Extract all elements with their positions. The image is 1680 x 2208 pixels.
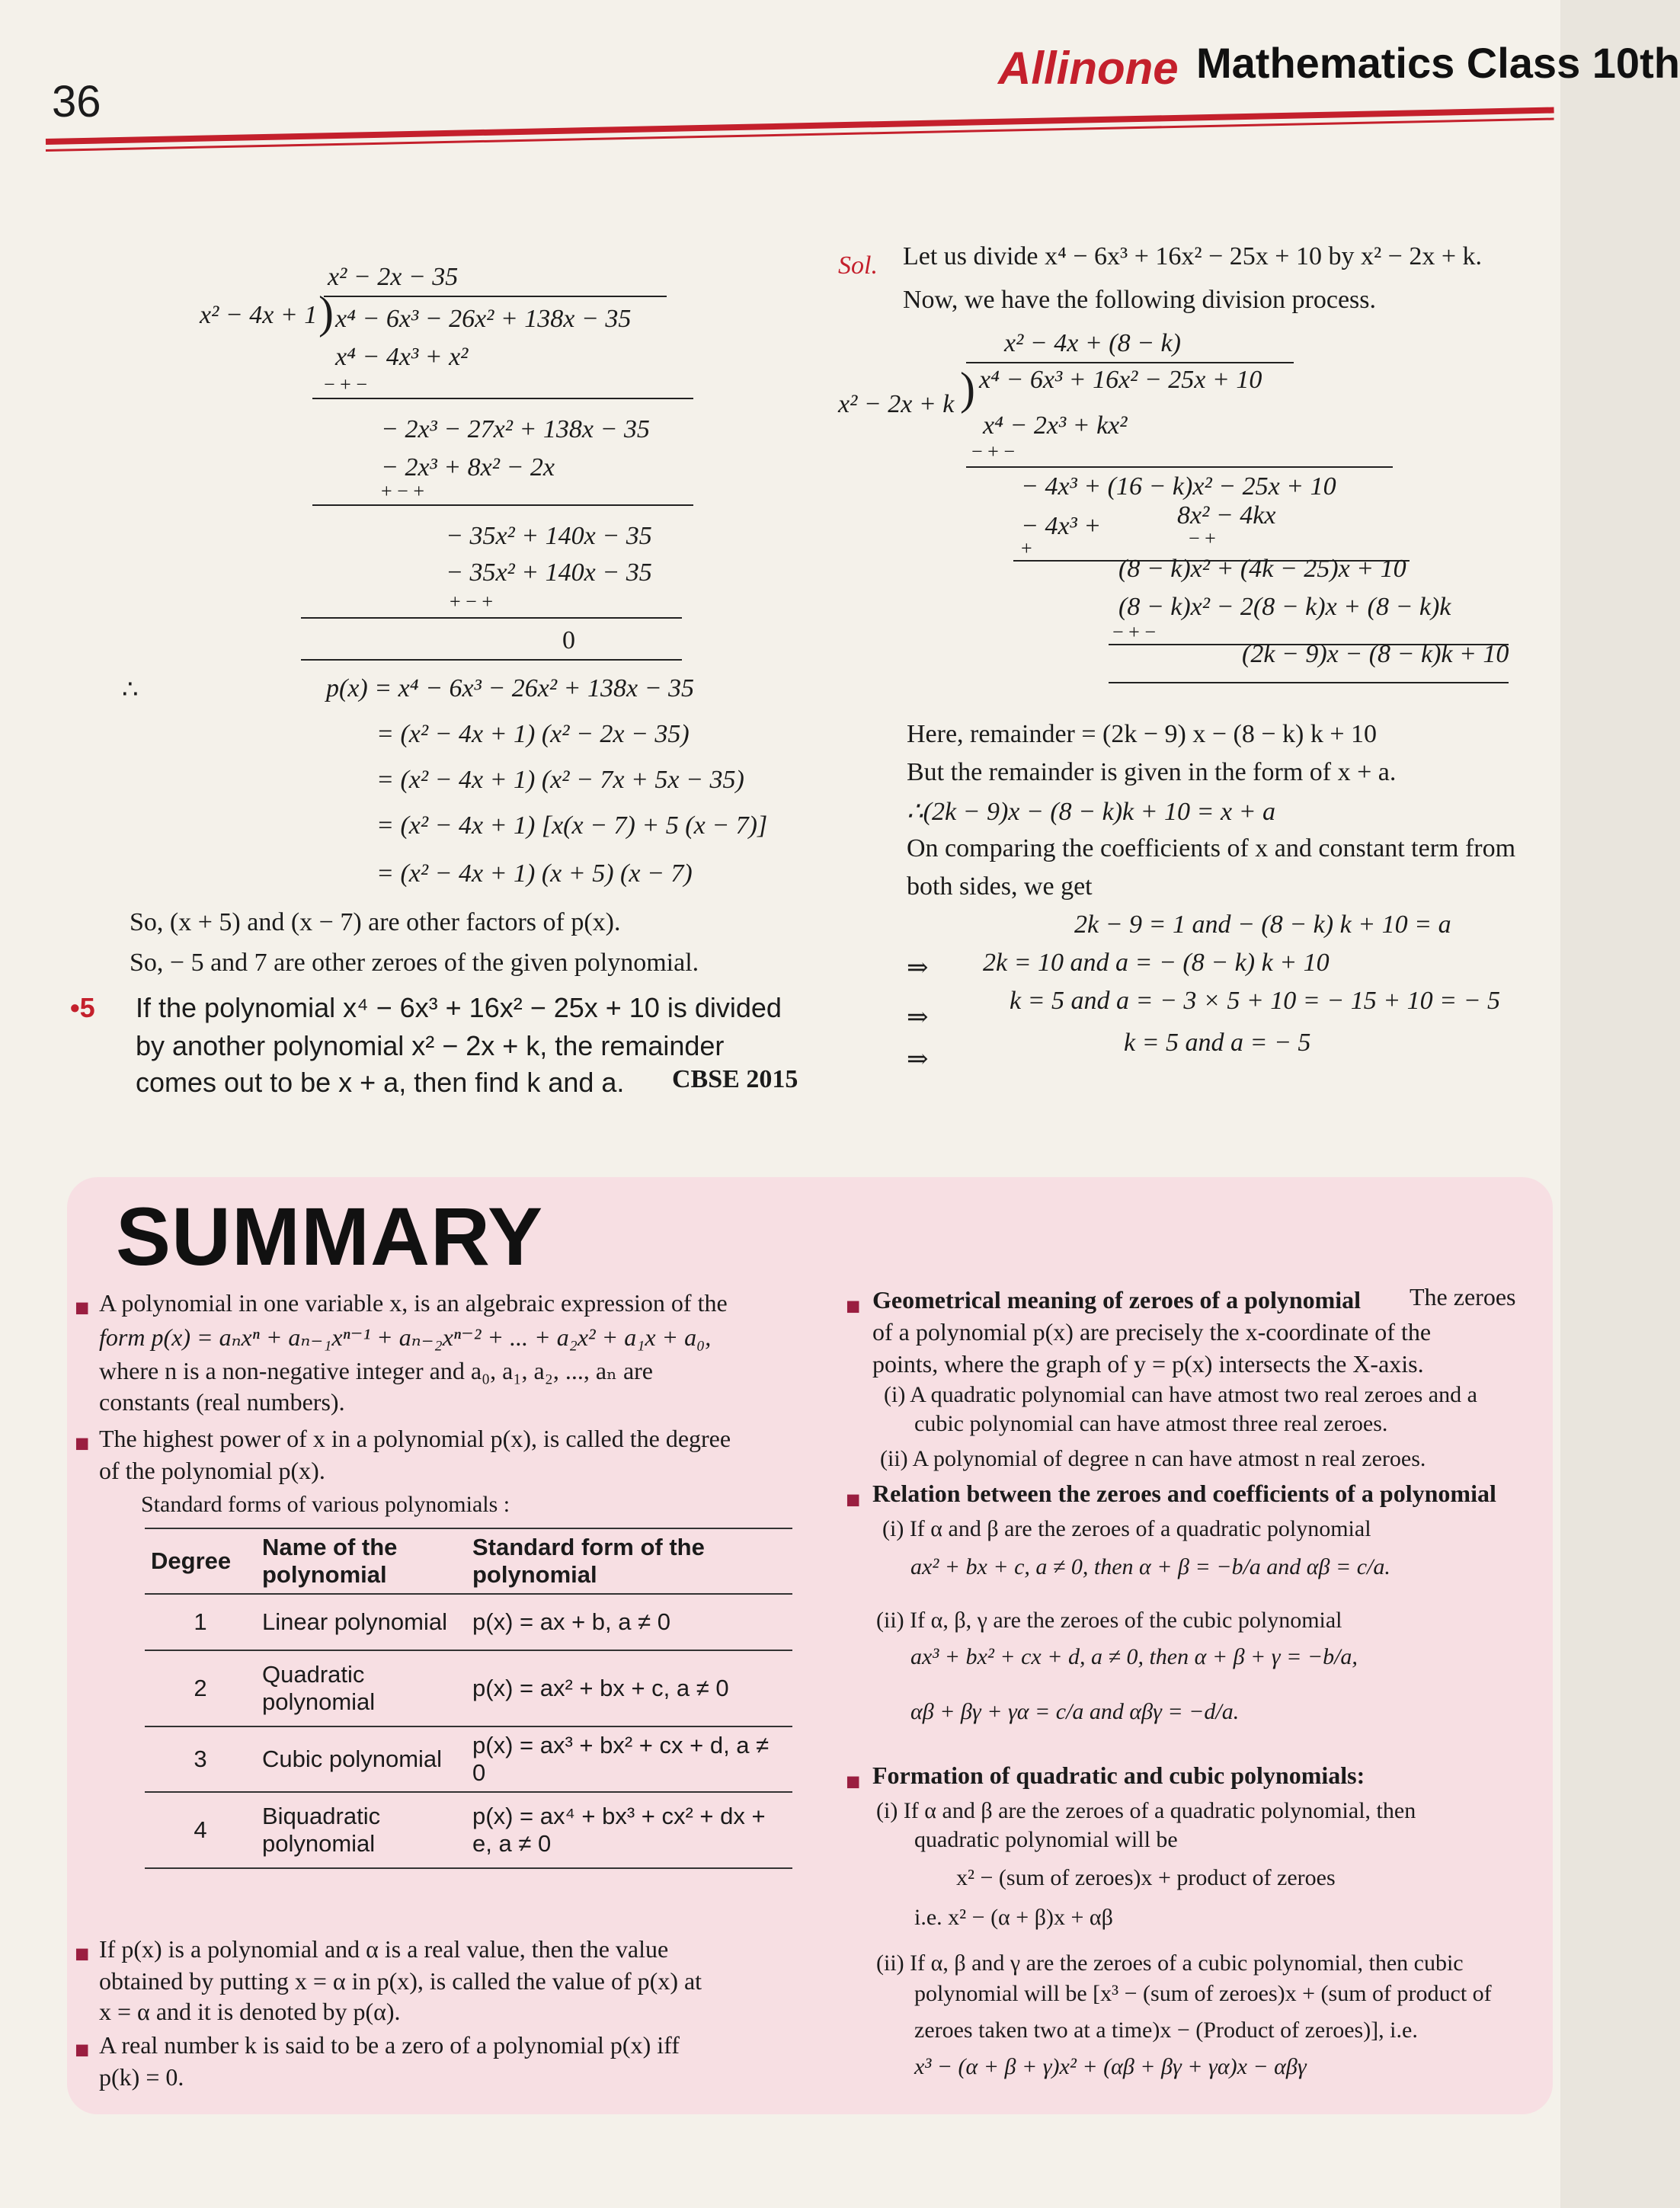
division-quotient: x² − 4x + (8 − k) [1004,329,1181,357]
summary-text: quadratic polynomial will be [914,1827,1178,1852]
table-cell: 2 [194,1675,207,1701]
summary-text: ax² + bx + c, a ≠ 0, then α + β = −b/a and αβ = c/a. [910,1554,1390,1579]
division-step: − 4x³ + [1021,512,1102,540]
summary-text: (i) If α and β are the zeroes of a quadratic polynomial [882,1516,1371,1541]
division-line [966,466,1393,468]
solution-line: 2k = 10 and a = − (8 − k) k + 10 [983,949,1330,977]
summary-text: obtained by putting x = α in p(x), is called the value of p(x) at [99,1967,702,1995]
solution-line: = (x² − 4x + 1) (x² − 7x + 5x − 35) [376,766,744,794]
subject-title: Mathematics Class 10th [1196,39,1680,87]
summary-text: ax³ + bx² + cx + d, a ≠ 0, then α + β + γ = −b/a, [910,1644,1358,1669]
implies-symbol: ⇒ [907,1003,929,1032]
summary-text: i.e. x² − (α + β)x + αβ [914,1905,1113,1930]
table-cell: p(x) = ax³ + bx² + cx + d, a ≠ 0 [472,1732,770,1786]
summary-text: form p(x) = aₙxⁿ + aₙ₋₁xⁿ⁻¹ + aₙ₋₂xⁿ⁻² + ... + a₂x² + a₁x + a₀, [99,1323,712,1351]
solution-line: 2k − 9 = 1 and − (8 − k) k + 10 = a [1074,910,1451,939]
division-line [312,398,693,399]
summary-text: If p(x) is a polynomial and α is a real value, then the value [99,1935,669,1963]
sol-intro: Now, we have the following division process. [903,286,1377,314]
question-text: by another polynomial x² − 2x + k, the remainder [136,1030,725,1061]
solution-line: = (x² − 4x + 1) (x² − 2x − 35) [376,720,690,748]
summary-text: (ii) If α, β and γ are the zeroes of a cubic polynomial, then cubic [876,1950,1464,1976]
sol-intro: Let us divide x⁴ − 6x³ + 16x² − 25x + 10 by x² − 2x + k. [903,242,1483,270]
division-bracket: ) [960,363,975,414]
division-signs: − + [1189,527,1216,549]
table-cell: Biquadratic polynomial [262,1803,381,1857]
division-step: (8 − k)x² − 2(8 − k)x + (8 − k)k [1118,593,1451,621]
division-remainder: − 2x³ − 27x² + 138x − 35 [381,415,650,443]
solution-conclusion: So, (x + 5) and (x − 7) are other factors of p(x). [130,908,621,936]
question-source: CBSE 2015 [672,1065,798,1093]
division-step: − 35x² + 140x − 35 [446,558,652,587]
bullet-icon: ■ [75,1429,90,1457]
summary-text: where n is a non-negative integer and a₀, a₁, a₂, ..., aₙ are [99,1357,653,1384]
division-final-remainder: (2k − 9)x − (8 − k)k + 10 [1242,640,1509,668]
implies-symbol: ⇒ [907,954,929,982]
division-remainder: − 4x³ + (16 − k)x² − 25x + 10 [1021,472,1336,501]
question-text: If the polynomial x⁴ − 6x³ + 16x² − 25x + 10 is divided [136,992,782,1023]
summary-text: points, where the graph of y = p(x) intersects the X-axis. [872,1350,1424,1378]
summary-text: of a polynomial p(x) are precisely the x-coordinate of the [872,1318,1432,1346]
summary-text: A real number k is said to be a zero of a polynomial p(x) iff [99,2031,680,2059]
summary-text: cubic polynomial can have atmost three real zeroes. [914,1411,1388,1436]
summary-heading: Formation of quadratic and cubic polynomials: [872,1762,1365,1789]
table-header-row [145,1528,792,1594]
bullet-icon: ■ [75,1940,90,1967]
solution-line: p(x) = x⁴ − 6x³ − 26x² + 138x − 35 [326,674,695,702]
page-number: 36 [52,77,101,126]
solution-line: k = 5 and a = − 3 × 5 + 10 = − 15 + 10 = − 5 [1010,987,1501,1015]
table-caption: Standard forms of various polynomials : [141,1492,510,1517]
division-line [1109,682,1509,683]
bullet-icon: ■ [846,1768,861,1795]
question-text: comes out to be x + a, then find k and a. [136,1067,625,1098]
division-divisor: x² − 4x + 1 [200,301,318,329]
division-bracket: ) [318,287,334,338]
question-number: •5 [70,992,95,1023]
summary-text: (ii) A polynomial of degree n can have atmost n real zeroes. [880,1446,1426,1471]
division-step: − 2x³ + 8x² − 2x [381,453,555,482]
table-cell: Cubic polynomial [262,1746,443,1772]
division-remainder: − 35x² + 140x − 35 [446,522,652,550]
polynomial-forms-table [145,1528,792,1869]
division-step: x⁴ − 4x³ + x² [335,343,469,371]
table-header: Standard form of the polynomial [472,1534,705,1588]
division-remainder: (8 − k)x² + (4k − 25)x + 10 [1118,555,1406,583]
division-bar [324,296,667,297]
table-cell: 1 [194,1608,207,1635]
division-dividend: x⁴ − 6x³ + 16x² − 25x + 10 [979,366,1262,394]
sol-label: Sol. [838,251,878,280]
bullet-icon: ■ [75,2036,90,2063]
table-header: Degree [151,1547,232,1574]
summary-heading: Geometrical meaning of zeroes of a polynomial [872,1286,1362,1314]
summary-heading: Relation between the zeroes and coefficients of a polynomial [872,1480,1496,1507]
brand-logo: Allinone [998,43,1179,94]
table-cell: Linear polynomial [262,1608,447,1635]
division-step: x⁴ − 2x³ + kx² [983,411,1128,440]
summary-text: A polynomial in one variable x, is an algebraic expression of the [99,1289,728,1317]
table-cell: 4 [194,1816,207,1843]
header-rule [46,107,1554,145]
solution-line: Here, remainder = (2k − 9) x − (8 − k) k + 10 [907,720,1378,748]
table-row [145,1726,792,1792]
summary-text: x² − (sum of zeroes)x + product of zeroes [956,1865,1336,1890]
table-cell: p(x) = ax + b, a ≠ 0 [472,1608,670,1635]
division-line [312,504,693,506]
bullet-icon: ■ [846,1486,861,1513]
summary-text: p(k) = 0. [99,2063,184,2091]
summary-text: αβ + βγ + γα = c/a and αβγ = −d/a. [910,1699,1240,1724]
summary-text: The zeroes [1410,1283,1516,1310]
summary-text: zeroes taken two at a time)x − (Product of zeroes)], i.e. [914,2018,1418,2043]
division-signs: + − + [381,480,424,502]
solution-conclusion: So, − 5 and 7 are other zeroes of the given polynomial. [130,949,699,977]
summary-text: The highest power of x in a polynomial p(x), is called the degree [99,1425,731,1452]
solution-line: = (x² − 4x + 1) (x + 5) (x − 7) [376,859,693,888]
division-line [301,617,682,619]
solution-line: But the remainder is given in the form of x + a. [907,758,1397,786]
solution-line: both sides, we get [907,872,1093,901]
bullet-icon: ■ [75,1294,90,1321]
summary-text: of the polynomial p(x). [99,1457,325,1484]
solution-line: ∴(2k − 9)x − (8 − k)k + 10 = x + a [907,798,1276,826]
table-cell: Quadratic polynomial [262,1661,376,1715]
table-header: Name of the polynomial [262,1534,398,1588]
table-cell: 3 [194,1746,207,1772]
table-row [145,1792,792,1868]
summary-text: x = α and it is denoted by p(α). [99,1998,401,2025]
bullet-icon: ■ [846,1292,861,1320]
division-dividend: x⁴ − 6x³ − 26x² + 138x − 35 [335,305,632,333]
summary-title: SUMMARY [116,1190,543,1282]
summary-text: (ii) If α, β, γ are the zeroes of the cubic polynomial [876,1608,1342,1633]
table-cell: p(x) = ax² + bx + c, a ≠ 0 [472,1675,729,1701]
implies-symbol: ⇒ [907,1045,929,1074]
summary-text: (i) If α and β are the zeroes of a quadratic polynomial, then [876,1798,1416,1823]
solution-line: On comparing the coefficients of x and constant term from [907,834,1516,862]
division-divisor: x² − 2x + k [838,390,955,418]
division-signs: + − + [450,590,493,613]
summary-text: polynomial will be [x³ − (sum of zeroes)x + (sum of product of [914,1981,1492,2006]
division-step: 8x² − 4kx [1177,501,1276,530]
table-row [145,1594,792,1650]
division-signs: − + − [971,440,1015,462]
table-row [145,1650,792,1726]
solution-line: = (x² − 4x + 1) [x(x − 7) + 5 (x − 7)] [376,811,768,840]
division-signs: + [1021,537,1032,559]
division-line [301,659,682,661]
solution-line: k = 5 and a = − 5 [1124,1029,1311,1057]
division-bar [966,362,1294,363]
division-quotient: x² − 2x − 35 [328,263,459,291]
therefore-symbol: ∴ [122,676,139,704]
division-signs: − + − [1112,621,1156,643]
summary-text: x³ − (α + β + γ)x² + (αβ + βγ + γα)x − αβγ [914,2054,1307,2079]
division-final-remainder: 0 [562,626,575,654]
summary-text: (i) A quadratic polynomial can have atmost two real zeroes and a [884,1382,1477,1407]
summary-text: constants (real numbers). [99,1388,345,1416]
division-signs: − + − [324,373,367,395]
table-cell: p(x) = ax⁴ + bx³ + cx² + dx + e, a ≠ 0 [472,1803,766,1857]
